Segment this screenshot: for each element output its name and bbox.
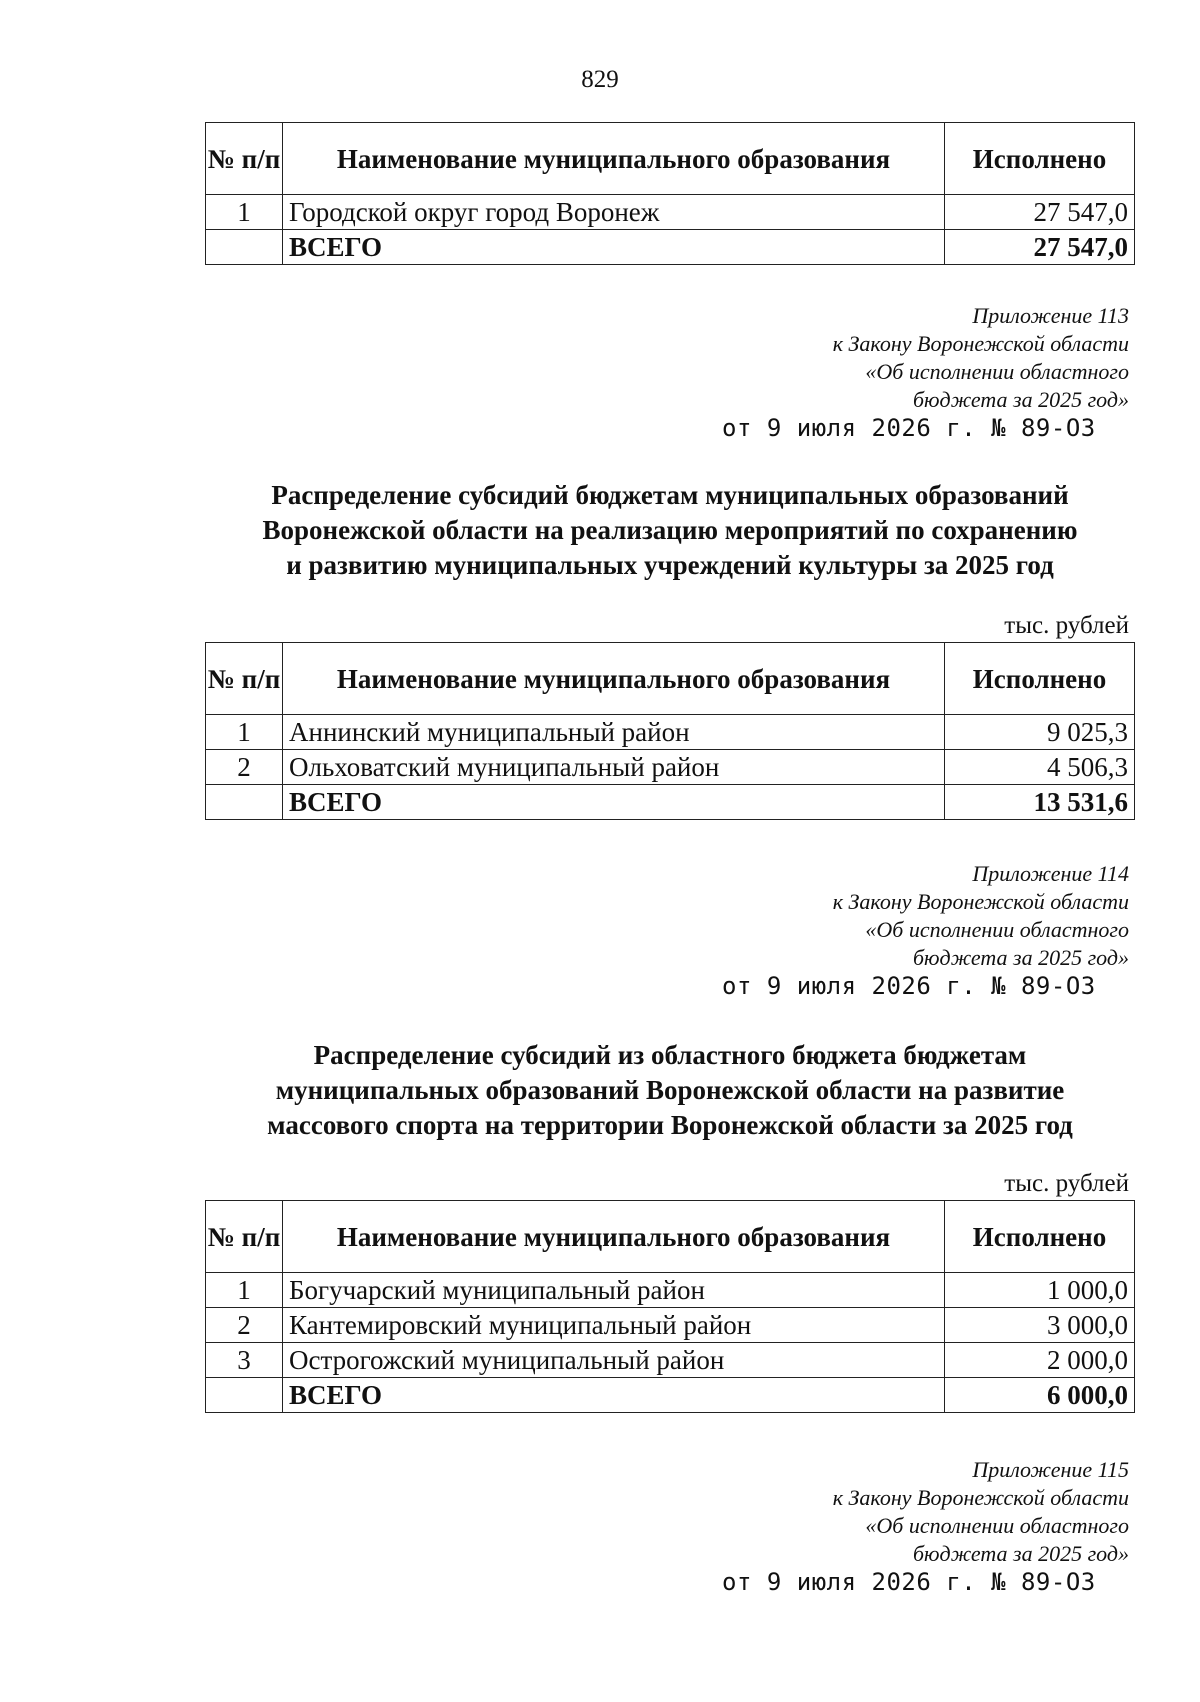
row-name: Кантемировский муниципальный район bbox=[283, 1308, 945, 1343]
annex-113 bbox=[609, 302, 1129, 414]
row-name: Аннинский муниципальный район bbox=[283, 715, 945, 750]
table-row bbox=[206, 1273, 1135, 1308]
annex-title: Приложение 114 bbox=[972, 861, 1129, 886]
annex-line: бюджета за 2025 год» bbox=[912, 945, 1129, 970]
decree-stamp: от 9 июля 2026 г. № 89-ОЗ bbox=[722, 1568, 1096, 1596]
row-num: 1 bbox=[206, 715, 283, 750]
annex-line: к Закону Воронежской области bbox=[832, 1485, 1129, 1510]
header-name: Наименование муниципального образования bbox=[283, 1201, 945, 1273]
table-total-row bbox=[206, 1378, 1135, 1413]
row-value: 4 506,3 bbox=[945, 750, 1135, 785]
total-label: ВСЕГО bbox=[283, 785, 945, 820]
section-title bbox=[200, 1038, 1140, 1143]
title-line: массового спорта на территории Воронежской области за 2025 год bbox=[267, 1110, 1073, 1140]
header-num: № п/п bbox=[206, 1201, 283, 1273]
table-sport bbox=[205, 1200, 1135, 1413]
table-total-row bbox=[206, 230, 1135, 265]
total-num-cell bbox=[206, 1378, 283, 1413]
total-value: 27 547,0 bbox=[945, 230, 1135, 265]
total-label: ВСЕГО bbox=[283, 1378, 945, 1413]
title-line: и развитию муниципальных учреждений культуры за 2025 год bbox=[286, 550, 1054, 580]
row-value: 9 025,3 bbox=[945, 715, 1135, 750]
header-num: № п/п bbox=[206, 643, 283, 715]
annex-line: к Закону Воронежской области bbox=[832, 331, 1129, 356]
annex-line: бюджета за 2025 год» bbox=[912, 387, 1129, 412]
table-header-row bbox=[206, 1201, 1135, 1273]
annex-line: бюджета за 2025 год» bbox=[912, 1541, 1129, 1566]
title-line: Воронежской области на реализацию мероприятий по сохранению bbox=[262, 515, 1078, 545]
row-value: 3 000,0 bbox=[945, 1308, 1135, 1343]
annex-line: «Об исполнении областного bbox=[865, 1513, 1129, 1538]
title-line: Распределение субсидий из областного бюджета бюджетам bbox=[313, 1040, 1027, 1070]
table-header-row bbox=[206, 123, 1135, 195]
row-name: Богучарский муниципальный район bbox=[283, 1273, 945, 1308]
total-value: 13 531,6 bbox=[945, 785, 1135, 820]
table-voronezh bbox=[205, 122, 1135, 265]
total-num-cell bbox=[206, 230, 283, 265]
row-value: 2 000,0 bbox=[945, 1343, 1135, 1378]
annex-title: Приложение 115 bbox=[972, 1457, 1129, 1482]
table-row bbox=[206, 715, 1135, 750]
header-value: Исполнено bbox=[945, 643, 1135, 715]
annex-title: Приложение 113 bbox=[972, 303, 1129, 328]
table-row bbox=[206, 1308, 1135, 1343]
header-value: Исполнено bbox=[945, 123, 1135, 195]
table-row bbox=[206, 1343, 1135, 1378]
table-total-row bbox=[206, 785, 1135, 820]
header-name: Наименование муниципального образования bbox=[283, 643, 945, 715]
row-name: Городской округ город Воронеж bbox=[283, 195, 945, 230]
row-num: 1 bbox=[206, 1273, 283, 1308]
page-number: 829 bbox=[581, 66, 619, 93]
row-value: 1 000,0 bbox=[945, 1273, 1135, 1308]
table-header-row bbox=[206, 643, 1135, 715]
row-value: 27 547,0 bbox=[945, 195, 1135, 230]
title-line: муниципальных образований Воронежской области на развитие bbox=[275, 1075, 1065, 1105]
header-name: Наименование муниципального образования bbox=[283, 123, 945, 195]
row-num: 2 bbox=[206, 1308, 283, 1343]
title-line: Распределение субсидий бюджетам муниципальных образований bbox=[271, 480, 1069, 510]
table-row bbox=[206, 195, 1135, 230]
units-label: тыс. рублей bbox=[1004, 1170, 1129, 1197]
row-num: 1 bbox=[206, 195, 283, 230]
units-label: тыс. рублей bbox=[1004, 612, 1129, 639]
annex-line: к Закону Воронежской области bbox=[832, 889, 1129, 914]
annex-line: «Об исполнении областного bbox=[865, 359, 1129, 384]
annex-line: «Об исполнении областного bbox=[865, 917, 1129, 942]
annex-115 bbox=[609, 1456, 1129, 1568]
row-name: Острогожский муниципальный район bbox=[283, 1343, 945, 1378]
decree-stamp: от 9 июля 2026 г. № 89-ОЗ bbox=[722, 414, 1096, 442]
row-name: Ольховатский муниципальный район bbox=[283, 750, 945, 785]
row-num: 3 bbox=[206, 1343, 283, 1378]
decree-stamp: от 9 июля 2026 г. № 89-ОЗ bbox=[722, 972, 1096, 1000]
table-culture bbox=[205, 642, 1135, 820]
header-value: Исполнено bbox=[945, 1201, 1135, 1273]
total-value: 6 000,0 bbox=[945, 1378, 1135, 1413]
header-num: № п/п bbox=[206, 123, 283, 195]
table-row bbox=[206, 750, 1135, 785]
total-num-cell bbox=[206, 785, 283, 820]
section-title bbox=[200, 478, 1140, 583]
total-label: ВСЕГО bbox=[283, 230, 945, 265]
annex-114 bbox=[609, 860, 1129, 972]
row-num: 2 bbox=[206, 750, 283, 785]
